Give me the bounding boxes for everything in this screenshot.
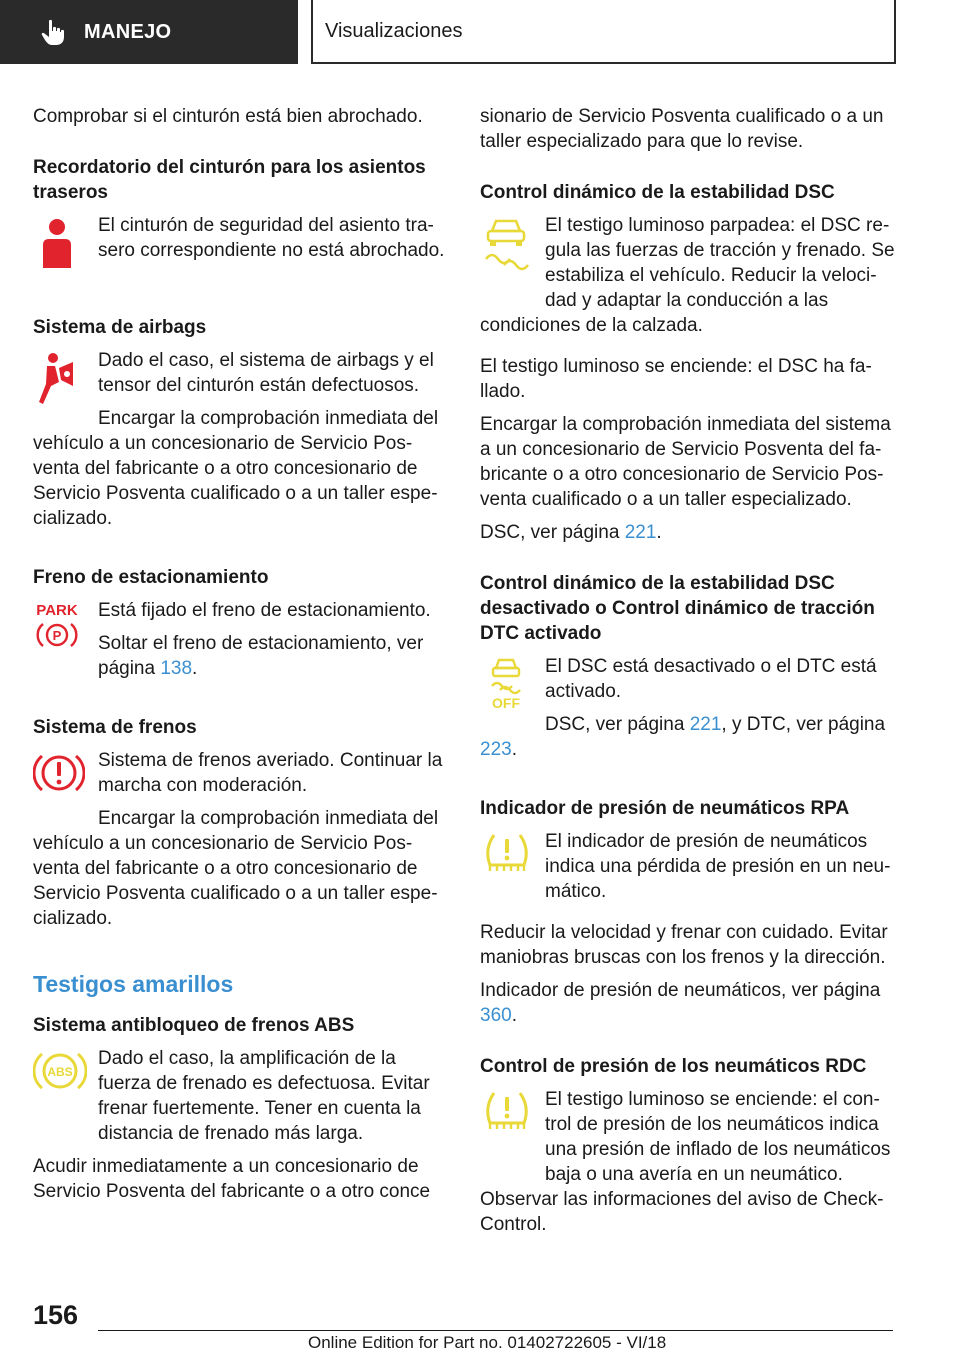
paragraph: sionario de Servicio Posventa cualificado o a un taller especializado para que lo revise. [480, 106, 884, 152]
page-number: 156 [33, 1300, 79, 1330]
paragraph: El indicador de presión de neumáticos indica una pérdida de presión en un neumático. [545, 831, 891, 902]
dsc-skid-icon [480, 213, 532, 271]
paragraph: Reducir la velocidad y frenar con cuidado. Evitar maniobras bruscas con los frenos y la dirección. [480, 922, 888, 968]
entry-parking-brake [33, 598, 448, 689]
heading-dsc: Control dinámico de la estabilidad DSC [480, 182, 835, 203]
tire-pressure-icon [480, 829, 534, 879]
entry-rpa [480, 829, 895, 912]
park-brake-icon [33, 598, 81, 654]
dsc-off-icon-label: OFF [492, 695, 520, 711]
dsc-off-icon [480, 654, 532, 712]
paragraph: Encargar la comprobación inmediata del vehículo a un concesionario de Servicio Posventa del fabricante o a otro concesionario de Servicio Posventa cualificado o a un taller especializado. [33, 808, 439, 929]
paragraph: Dado el caso, el sistema de airbags y el tensor del cinturón están defectuosos. [98, 350, 434, 396]
heading-parking-brake: Freno de estacionamiento [33, 567, 269, 588]
heading-abs: Sistema antibloqueo de frenos ABS [33, 1015, 355, 1036]
seatbelt-person-icon [33, 213, 77, 273]
paragraph: Encargar la comprobación inmediata del sistema a un concesionario de Servicio Posventa del fabricante o a otro concesionario de Servicio Posventa cualificado o a un taller especializado. [480, 414, 891, 510]
paragraph-ref: Indicador de presión de neumáticos, ver página 360. [480, 980, 881, 1026]
entry-airbags [33, 348, 448, 539]
heading-yellow-lights: Testigos amarillos [33, 971, 234, 997]
abs-icon [33, 1046, 87, 1096]
entry-brake-system [33, 748, 448, 939]
paragraph: Encargar la comprobación inmediata del vehículo a un concesionario de Servicio Posventa del fabricante o a otro concesionario de Servicio Posventa cualificado o a un taller especializado. [33, 408, 439, 529]
page-link[interactable]: 221 [689, 714, 722, 735]
abs-icon-label: ABS [47, 1065, 73, 1079]
section-tab [0, 0, 298, 64]
heading-airbags: Sistema de airbags [33, 317, 207, 338]
page-link[interactable]: 223 [480, 739, 512, 760]
heading-brake-system: Sistema de frenos [33, 717, 197, 738]
heading-rpa: Indicador de presión de neumáticos RPA [480, 798, 850, 819]
paragraph: Dado el caso, la amplificación de la fuerza de frenado es defectuosa. Evitar frenar fuertemente. Tener en cuenta la distancia de frenado más larga. [98, 1048, 430, 1144]
paragraph: Comprobar si el cinturón está bien abrochado. [33, 106, 423, 127]
left-column [33, 104, 448, 1220]
paragraph-ref: DSC, ver página 221. [480, 522, 662, 543]
paragraph: El testigo luminoso se enciende: el control de presión de los neumáticos indica una presión de inflado de los neumáticos baja o una avería en un neumático. Observar las informaciones del aviso de Check-Control. [480, 1089, 891, 1235]
entry-abs [33, 1046, 448, 1212]
heading-rear-belt-reminder: Recordatorio del cinturón para los asientos traseros [33, 157, 426, 203]
paragraph-ref: DSC, ver página 221, y DTC, ver página 223. [480, 714, 886, 760]
paragraph-ref: Soltar el freno de estacionamiento, ver página 138. [98, 633, 424, 679]
paragraph: Sistema de frenos averiado. Continuar la marcha con moderación. [98, 750, 443, 796]
paragraph: Está fijado el freno de estacionamiento. [98, 600, 431, 621]
paragraph: El DSC está desactivado o el DTC está activado. [545, 656, 877, 702]
paragraph: El testigo luminoso se enciende: el DSC ha fallado. [480, 356, 872, 402]
entry-dsc-off [480, 654, 895, 770]
right-column [480, 104, 895, 1253]
tire-pressure-icon [480, 1087, 534, 1137]
park-brake-icon-label: PARK [36, 602, 78, 619]
paragraph: Acudir inmediatamente a un concesionario de Servicio Posventa del fabricante o a otro conce [33, 1156, 431, 1202]
heading-dsc-off: Control dinámico de la estabilidad DSC desactivado o Control dinámico de tracción DTC activado [480, 573, 875, 644]
chapter-title: Visualizaciones [325, 19, 463, 42]
entry-dsc [480, 213, 895, 346]
section-title: MANEJO [84, 20, 172, 43]
brake-warning-icon [33, 748, 85, 798]
footer-edition: Online Edition for Part no. 01402722605 - VI/18 [308, 1333, 667, 1352]
hand-touch-icon [40, 18, 66, 46]
heading-rdc: Control de presión de los neumáticos RDC [480, 1056, 867, 1077]
paragraph: El cinturón de seguridad del asiento trasero correspondiente no está abrochado. [98, 215, 445, 261]
paragraph: El testigo luminoso parpadea: el DSC regula las fuerzas de tracción y frenado. Se estabiliza el vehículo. Reducir la velocidad y adaptar la conducción a las condiciones de la calzada. [480, 215, 895, 336]
entry-rear-belt [33, 213, 448, 289]
page-link[interactable]: 221 [624, 522, 657, 543]
footer-rule [98, 1330, 893, 1331]
page-link[interactable]: 360 [480, 1005, 512, 1026]
airbag-icon [33, 348, 77, 408]
entry-rdc [480, 1087, 895, 1245]
chapter-tab [311, 0, 896, 64]
svg-text:P: P [52, 628, 62, 643]
page-link[interactable]: 138 [160, 658, 193, 679]
